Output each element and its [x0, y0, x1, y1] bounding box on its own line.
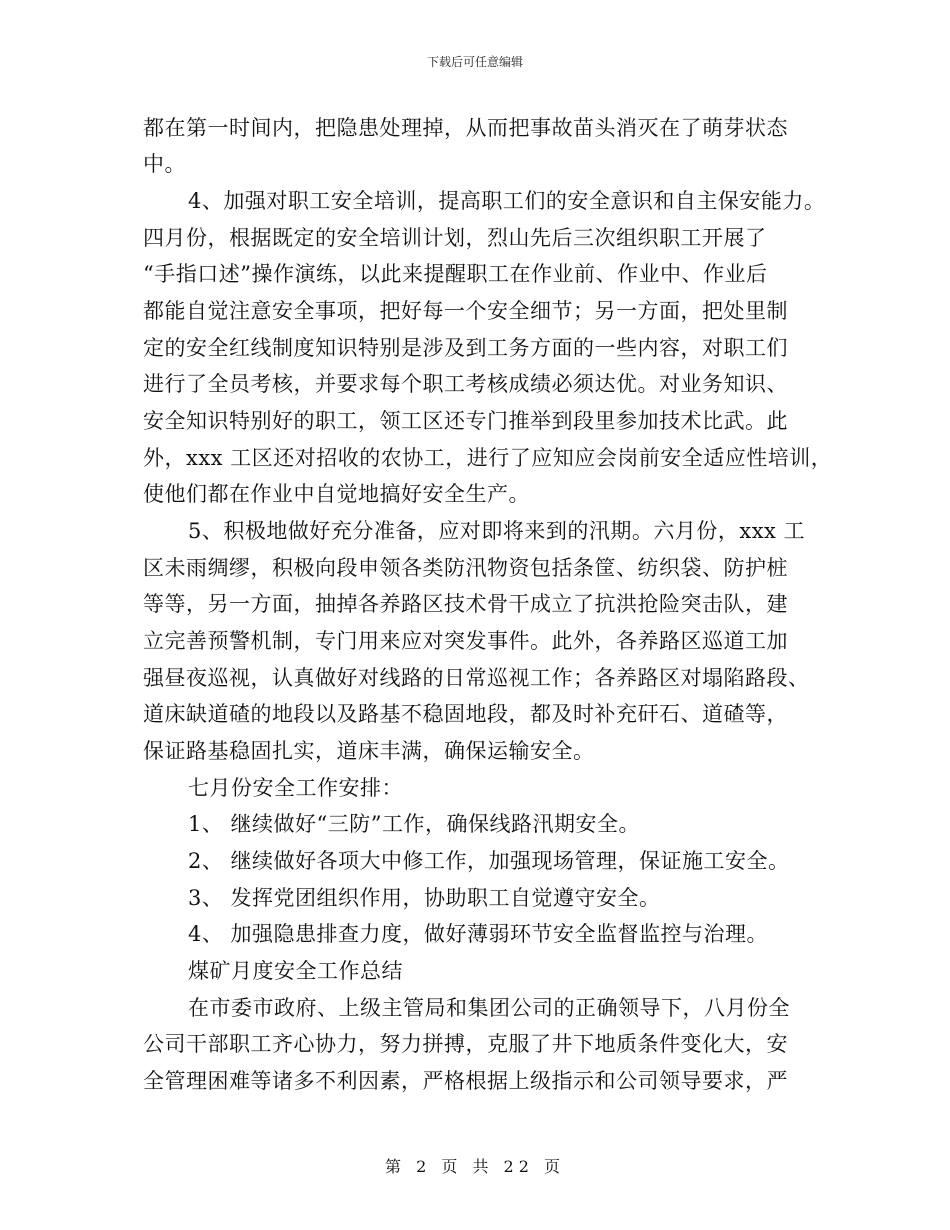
text-line: 1、 继续做好“三防”工作，确保线路汛期安全。: [188, 812, 641, 836]
text-line: 5、积极地做好充分准备，应对即将来到的汛期。六月份，xxx 工: [188, 519, 806, 543]
text-line: 2、 继续做好各项大中修工作，加强现场管理，保证施工安全。: [188, 849, 790, 873]
text-line: 立完善预警机制，专门用来应对突发事件。此外，各养路区巡道工加: [143, 629, 788, 653]
text-line: 道床缺道碴的地段以及路基不稳固地段，都及时补充矸石、道碴等，: [143, 702, 788, 726]
text-line: 中。: [143, 152, 186, 176]
text-line: 都能自觉注意安全事项，把好每一个安全细节；另一方面，把处里制: [143, 299, 788, 323]
text-line: 4、加强对职工安全培训，提高职工们的安全意识和自主保安能力。: [188, 189, 826, 213]
text-line: “手指口述”操作演练，以此来提醒职工在作业前、作业中、作业后: [143, 262, 768, 286]
text-line: 外，xxx 工区还对招收的农协工，进行了应知应会岗前安全适应性培训，: [143, 446, 833, 470]
text-line: 保证路基稳固扎实，道床丰满，确保运输安全。: [143, 739, 595, 763]
text-line: 煤矿月度安全工作总结: [188, 959, 403, 983]
text-line: 公司干部职工齐心协力，努力拼搏，克服了井下地质条件变化大，安: [143, 1032, 788, 1056]
text-line: 强昼夜巡视，认真做好对线路的日常巡视工作；各养路区对塌陷路段、: [143, 666, 810, 690]
page-footer: 第 2 页 共 22 页: [385, 1157, 565, 1176]
text-line: 都在第一时间内，把隐患处理掉，从而把事故苗头消灭在了萌芽状态: [143, 116, 788, 140]
text-line: 安全知识特别好的职工，领工区还专门推举到段里参加技术比武。此: [143, 409, 788, 433]
text-line: 3、 发挥党团组织作用，协助职工自觉遵守安全。: [188, 886, 661, 910]
text-line: 七月份安全工作安排：: [188, 776, 403, 800]
text-line: 进行了全员考核，并要求每个职工考核成绩必须达优。对业务知识、: [143, 372, 788, 396]
text-line: 全管理困难等诸多不利因素，严格根据上级指示和公司领导要求，严: [143, 1069, 788, 1093]
text-line: 在市委市政府、上级主管局和集团公司的正确领导下，八月份全: [188, 996, 790, 1020]
text-line: 四月份，根据既定的安全培训计划，烈山先后三次组织职工开展了: [143, 226, 767, 250]
text-line: 区未雨绸缪，积极向段申领各类防汛物资包括条筐、纺织袋、防护桩: [143, 556, 788, 580]
text-line: 定的安全红线制度知识特别是涉及到工务方面的一些内容，对职工们: [143, 336, 788, 360]
page-header: 下载后可任意编辑: [426, 55, 523, 69]
text-line: 4、 加强隐患排查力度，做好薄弱环节安全监督监控与治理。: [188, 922, 769, 946]
text-line: 使他们都在作业中自觉地搞好安全生产。: [143, 482, 530, 506]
text-line: 等等，另一方面，抽掉各养路区技术骨干成立了抗洪抢险突击队，建: [143, 592, 788, 616]
